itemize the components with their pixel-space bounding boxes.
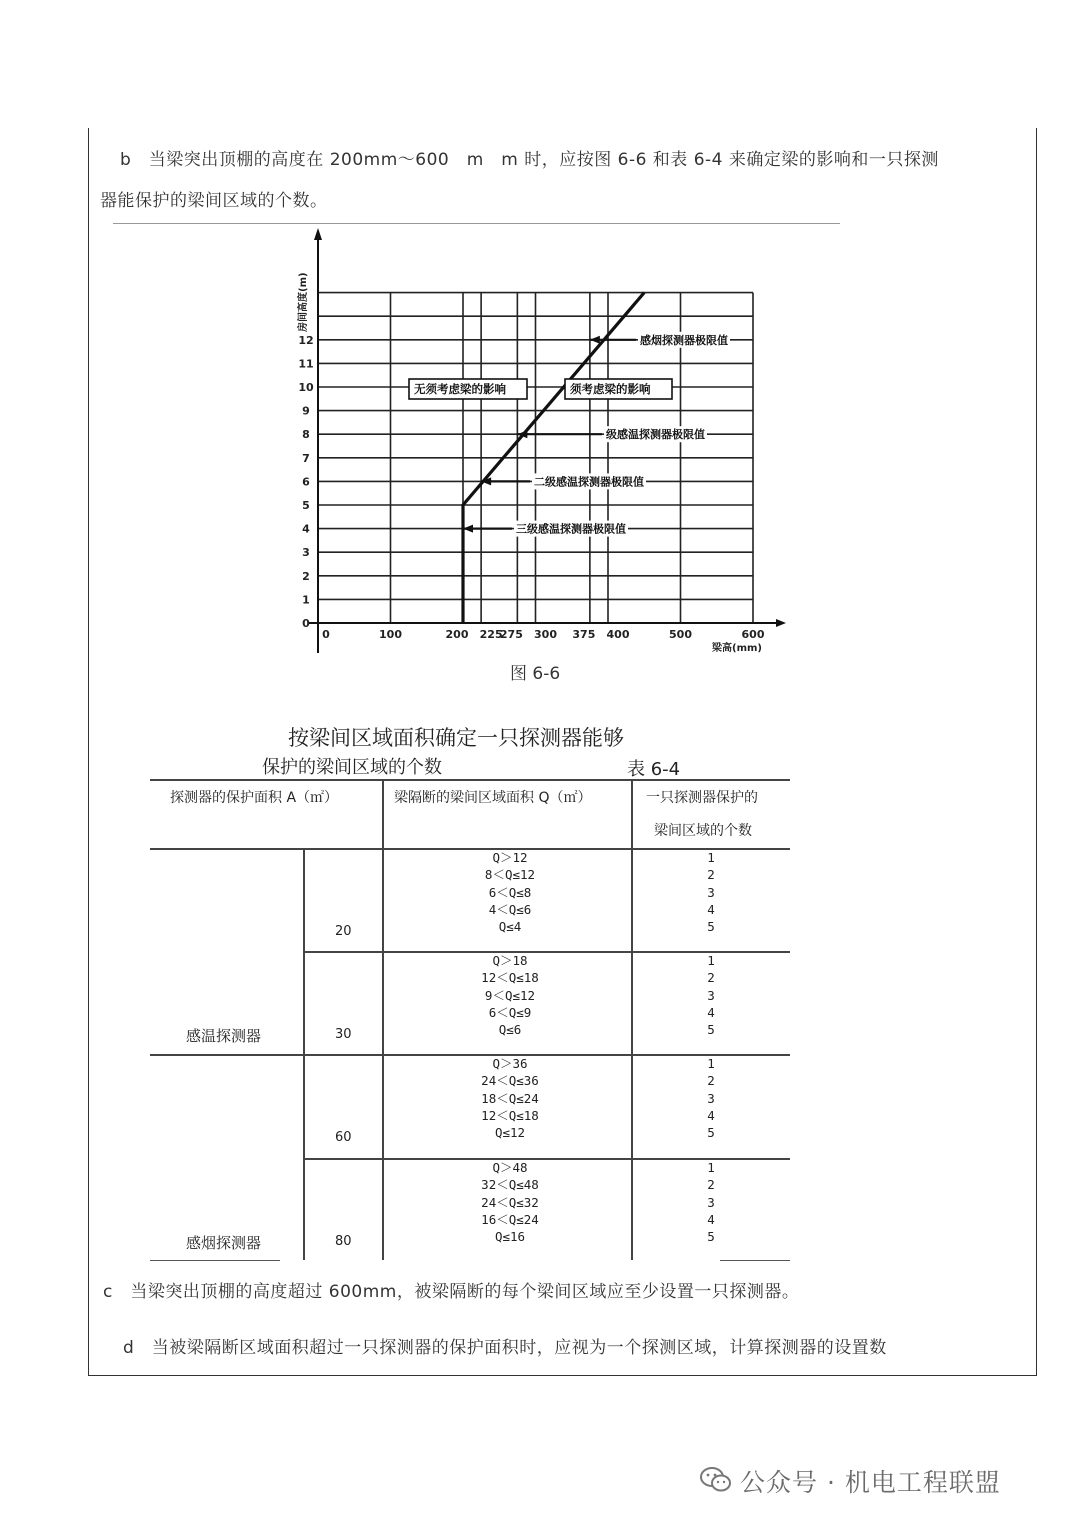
beam-area-range: 24＜Q≤36 (481, 1073, 539, 1089)
beam-area-range: 9＜Q≤12 (484, 987, 536, 1003)
region-count: 2 (707, 867, 715, 883)
y-tick-label: 12 (298, 333, 314, 347)
beam-area-range: Q＞48 (492, 1160, 528, 1175)
region-count: 4 (707, 1004, 715, 1020)
y-tick-label: 3 (302, 546, 310, 560)
protection-area-value: 60 (335, 1130, 352, 1145)
beam-area-range: Q≤16 (494, 1229, 526, 1245)
y-tick-label: 8 (302, 428, 310, 442)
beam-area-range: 32＜Q≤48 (481, 1177, 539, 1193)
y-tick-label: 4 (302, 522, 310, 536)
region-counts (696, 849, 726, 935)
figure-caption: 图 6-6 (510, 664, 561, 684)
beam-area-ranges (440, 952, 580, 1038)
limit-label: 级感温探测器极限值 (606, 428, 705, 442)
beam-height-chart (0, 0, 1080, 680)
region-count: 5 (707, 1022, 715, 1038)
beam-area-ranges (440, 1055, 580, 1141)
beam-area-range: Q≤4 (498, 919, 522, 935)
region-count: 1 (707, 1056, 715, 1071)
beam-area-ranges (440, 849, 580, 935)
region-count: 4 (707, 901, 715, 917)
protection-area-value: 20 (335, 924, 352, 939)
limit-label: 三级感温探测器极限值 (516, 522, 626, 536)
beam-area-range: 6＜Q≤8 (488, 884, 532, 900)
y-tick-label: 5 (302, 499, 310, 512)
table-number: 表 6-4 (627, 759, 681, 780)
x-tick-label: 375 (572, 628, 596, 641)
beam-area-range: 16＜Q≤24 (481, 1211, 539, 1227)
y-tick-label: 0 (302, 617, 310, 630)
region-count: 3 (707, 987, 715, 1003)
region-count: 3 (707, 1090, 715, 1106)
beam-area-range: 6＜Q≤9 (488, 1004, 532, 1020)
y-tick-label: 9 (302, 404, 310, 418)
x-tick-label: 600 (741, 628, 765, 641)
beam-area-range: 4＜Q≤6 (488, 901, 532, 917)
wechat-icon (700, 1466, 732, 1494)
region-count: 1 (707, 850, 715, 865)
region-count: 4 (707, 1107, 715, 1123)
detector-type: 感烟探测器 (186, 1234, 262, 1252)
y-tick-label: 10 (298, 381, 314, 394)
table-col-divider-area (303, 848, 305, 1260)
region-count: 3 (707, 884, 715, 900)
beam-area-range: 12＜Q≤18 (481, 970, 539, 986)
table-title-line2: 保护的梁间区域的个数 (262, 757, 442, 778)
x-tick-label: 200 (445, 628, 469, 641)
table-title-line1: 按梁间区域面积确定一只探测器能够 (288, 726, 624, 750)
region-label-left: 无须考虑梁的影响 (414, 382, 506, 396)
region-count: 2 (707, 1177, 715, 1193)
beam-area-range: Q＞12 (492, 850, 528, 865)
y-tick-label: 7 (302, 451, 310, 465)
paragraph-c: c 当梁突出顶棚的高度超过 600mm，被梁隔断的每个梁间区域应至少设置一只探测器。 (103, 1282, 800, 1302)
y-tick-label: 2 (302, 569, 310, 583)
region-counts (696, 1159, 726, 1245)
table-bottom-rule-right (720, 1260, 790, 1261)
paragraph-d: d 当被梁隔断区域面积超过一只探测器的保护面积时，应视为一个探测区域，计算探测器的设置数 (123, 1338, 887, 1358)
table-bottom-rule-left (150, 1260, 280, 1261)
beam-area-range: Q≤6 (498, 1022, 522, 1038)
x-tick-label: 500 (669, 628, 692, 641)
header-count-line1: 一只探测器保护的 (646, 790, 758, 806)
protection-area-value: 30 (335, 1027, 352, 1042)
region-count: 5 (707, 919, 715, 935)
y-axis-label: 房间高度(m) (298, 272, 309, 332)
region-count: 2 (707, 970, 715, 986)
paragraph-b-line2: 器能保护的梁间区域的个数。 (100, 191, 328, 211)
paragraph-b-line1: b 当梁突出顶棚的高度在 200mm～600 m m 时，应按图 6-6 和表 6-4 来确定梁的影响和一只探测 (120, 150, 939, 170)
region-count: 4 (707, 1211, 715, 1227)
protection-area-value: 80 (335, 1234, 352, 1249)
x-tick-label: 100 (379, 628, 402, 641)
region-label-right: 须考虑梁的影响 (570, 382, 651, 396)
beam-area-range: 18＜Q≤24 (481, 1090, 539, 1106)
x-tick-label: 400 (606, 628, 630, 641)
watermark-text: 公众号 · 机电工程联盟 (740, 1468, 1001, 1497)
y-tick-label: 11 (298, 357, 314, 371)
beam-area-range: 8＜Q≤12 (484, 867, 536, 883)
beam-area-range: 24＜Q≤32 (481, 1194, 539, 1210)
header-beam-area: 梁隔断的梁间区域面积 Q（㎡） (394, 790, 592, 806)
x-tick-label: 275 (499, 628, 523, 641)
limit-label: 感烟探测器极限值 (640, 333, 728, 347)
x-tick-label: 0 (322, 628, 330, 641)
detector-type: 感温探测器 (186, 1027, 262, 1045)
beam-area-range: Q＞18 (492, 953, 528, 968)
beam-area-range: 12＜Q≤18 (481, 1107, 539, 1123)
table-col-divider-1 (382, 779, 384, 1260)
x-tick-label: 300 (534, 628, 557, 641)
limit-label: 二级感温探测器极限值 (534, 475, 644, 489)
beam-area-range: Q＞36 (492, 1056, 528, 1071)
region-counts (696, 1055, 726, 1141)
header-count-line2: 梁间区域的个数 (654, 823, 752, 839)
table-col-divider-2 (631, 779, 633, 1260)
x-tick-label: 225 (479, 628, 503, 641)
region-count: 1 (707, 1160, 715, 1175)
region-counts (696, 952, 726, 1038)
table-top-rule (150, 779, 790, 781)
y-tick-label: 1 (302, 593, 310, 607)
region-count: 5 (707, 1229, 715, 1245)
beam-area-ranges (440, 1159, 580, 1245)
y-axis-arrow (314, 228, 322, 240)
region-count: 3 (707, 1194, 715, 1210)
x-axis-label: 梁高(mm) (712, 643, 762, 654)
x-axis-arrow (776, 619, 786, 627)
region-count: 1 (707, 953, 715, 968)
y-tick-label: 6 (302, 475, 310, 489)
beam-area-range: Q≤12 (494, 1125, 526, 1141)
header-protection-area: 探测器的保护面积 A（㎡） (170, 790, 339, 806)
limit-arrow (590, 336, 600, 344)
region-count: 2 (707, 1073, 715, 1089)
region-count: 5 (707, 1125, 715, 1141)
